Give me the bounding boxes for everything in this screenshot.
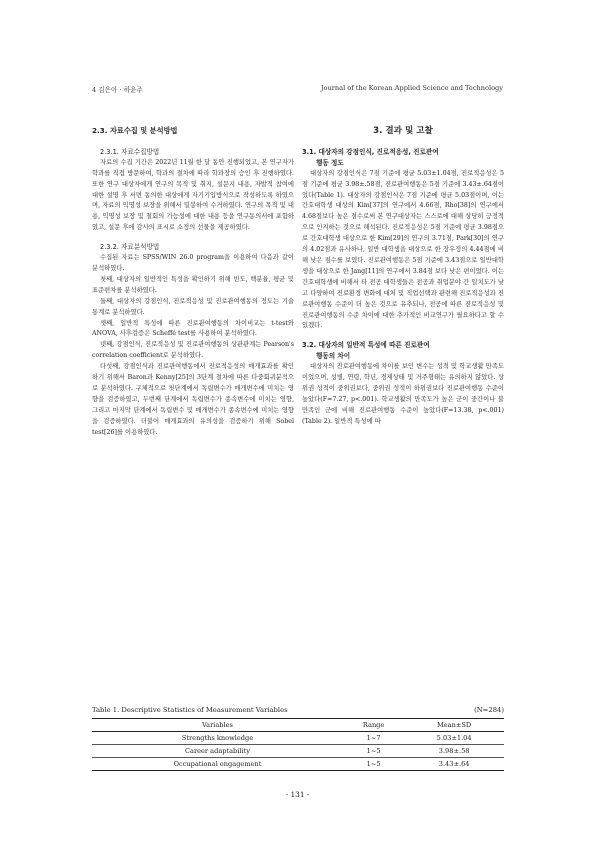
subsection-heading-3-2 xyxy=(302,340,504,362)
section-heading-3: 3. 결과 및 고찰 xyxy=(373,126,433,136)
table-header-cell: Mean±SD xyxy=(437,721,472,729)
table-row xyxy=(92,732,504,745)
paragraph: 다섯째, 강점인식과 진로관여행동에서 진로적응성의 매개효과를 확인하기 위해서 Baron과 Kenny[25]의 3단계 절차에 따른 다중회귀분석으로 분석하였다. 구체적으로 첫단계에서 독립변수가 매개변수에 미치는 영향을 검증하였고, 두번째 단계에서 독립변수가 종속변수에 미치는 영향, 그리고 마지막 단계에서 독립변수 및 매개변수가 종속변수에 미치는 영향을 검증하였다. 더불어 매개효과의 유의성을 검증하기 위해 Sobel test[26]를 이용하였다. xyxy=(92,363,294,436)
paragraph: 넷째, 강점인식, 진로적응성 및 진로관여행동의 상관관계는 Pearson's correlation coefficient로 분석하였다. xyxy=(92,341,294,360)
left-column xyxy=(92,126,294,438)
table-cell: 3.98±.58 xyxy=(438,747,470,755)
table-cell: 1~5 xyxy=(366,747,381,755)
running-header-journal: Journal of the Korean Applied Science and Technology xyxy=(320,84,503,92)
running-header-authors: 4 김은아 · 하윤주 xyxy=(92,86,143,94)
table-header-cell: Range xyxy=(362,721,385,729)
subsection-heading-2-3-2: 2.3.2. 자료분석방법 xyxy=(100,243,160,252)
paragraph: 수집된 자료는 SPSS/WIN 26.0 program을 이용하여 다음과 같이 분석하였다. xyxy=(92,254,294,272)
paragraph: 대상자의 강점인식은 7점 기준에 평균 5.03±1.04점, 진로적응성은 5점 기준에 평균 3.98±.58점, 진로관여행동은 5점 기준에 3.43±.64점이었다(Table 1). 대상자의 강점인식은 7점 기준에 평균 5.03점이며, 이는 간호대학생 대상의 Kim[37]의 연구에서 4.66점, Rho[38]의 연구에서 4.68점보다 높은 점수로써 본 연구대상자는 스스로에 대해 상당히 긍정적으로 인지하는 것으로 해석된다. 진로적응성은 5점 기준에 평균 3.98점으로 간호대학생 대상으로 한 Kim[29]의 연구의 3.71점, Park[30]의 연구의 4.02점과 유사하나, 일반 대학생을 대상으로 한 장우정의 4.44점에 비해 낮은 점수를 보였다. 진로관여행동은 5점 기준에 3.43점으로 일반대학생을 대상으로 한 Jang[11]의 연구에서 3.84점 보다 낮은 편이었다. 이는 간호대학생에 비해서 타 전공 대학생들은 전공과 취업분야 간 일치도가 낮고 다양하여 진로환경 변화에 대처 및 직업선택과 관련해 진로적응성과 진로관여행동 수준이 더 높은 것으로 유추되나, 전공에 따른 진로적응성 및 진로관여행동의 수준 차이에 대한 추가적인 비교연구가 필요하다고 할 수 있겠다. xyxy=(302,169,504,330)
table-1 xyxy=(92,706,504,771)
table-row xyxy=(92,758,504,771)
paragraph: 둘째, 대상자의 강점인식, 진로적응성 및 진로관여행동의 정도는 기술통계로 분석하였다. xyxy=(92,297,294,316)
subsection-heading-3-2-line1: 3.2. 대상자의 일반적 특성에 따른 진로관여 xyxy=(302,341,430,350)
table-caption xyxy=(92,706,504,714)
paragraph: 자료의 수집 기간은 2022년 11월 한 달 동안 진행되었고, 본 연구자가 학과를 직접 방문하여, 학과의 절차에 따라 학과장의 승인 후 진행하였다. 또한 연구 대상자에게 연구의 목적 및 취지, 설문지 내용, 자발적 참여에 대한 설명 후 서면 동의한 대상에게 자기기입방식으로 작성하도록 하였으며, 자료의 익명성 보장을 위해서 밀봉하여 수거하였다. 연구의 목적 및 내용, 익명성 보장 및 철회의 가능성에 대한 내용 등을 연구동의서에 포함하였고, 설문 후에 감사의 표시로 소정의 선물을 제공하였다. xyxy=(92,158,294,232)
table-header-cell: Variables xyxy=(202,721,233,729)
paragraph: 대상자의 진로관여행동에 차이를 보인 변수는 성적 및 학교생활 만족도이었으며, 성별, 연령, 학년, 경제상태 및 거주형태는 유의하지 않았다. 상위권 성적이 중위권보다, 중위권 성적이 하위권보다 진로관여행동 수준이 높았다(F=7.27, p<.001). 학교생활의 만족도가 높은 군이 중간이나 불만족인 군에 비해 진로관여행동 수준이 높았다(F=13.38, p<.001)(Table 2). 일반적 특성에 따 xyxy=(302,363,504,425)
subsection-heading-3-2-line2: 행동의 차이 xyxy=(316,352,351,361)
table-caption-title: Table 1. Descriptive Statistics of Measurement Variables xyxy=(92,706,288,714)
table-row xyxy=(92,745,504,758)
descriptive-statistics-table xyxy=(92,718,504,771)
right-column xyxy=(302,126,504,428)
section-heading-2-3: 2.3. 자료수집 및 분석방법 xyxy=(92,126,178,135)
page-number: - 131 - xyxy=(285,790,310,799)
table-caption-n: (N=284) xyxy=(474,706,504,714)
subsection-heading-3-1-line2: 행동 정도 xyxy=(316,158,344,167)
subsection-heading-3-1 xyxy=(302,147,504,169)
table-cell: 3.43±.64 xyxy=(438,760,470,768)
subsection-heading-2-3-1: 2.3.1. 자료수집방법 xyxy=(100,147,160,156)
subsection-heading-3-1-line1: 3.1. 대상자의 강점인식, 진로적응성, 진로관여 xyxy=(302,147,439,156)
table-cell: Strengths knowledge xyxy=(181,734,254,742)
paragraph: 셋째, 일반적 특성에 따른 진로관여행동의 차이비교는 t-test와 ANOVA, 사후검증은 Scheffé test를 사용하여 분석하였다. xyxy=(92,319,294,338)
table-cell: Occupational engagement xyxy=(173,760,262,768)
table-cell: 1~5 xyxy=(366,760,381,768)
table-header-row xyxy=(92,719,504,732)
table-cell: Career adaptability xyxy=(184,747,250,755)
table-cell: 1~7 xyxy=(366,734,381,742)
paragraph: 첫째, 대상자의 일반적인 특성을 확인하기 위해 빈도, 백분율, 평균 및 표준편차를 분석하였다. xyxy=(92,275,294,294)
table-cell: 5.03±1.04 xyxy=(436,734,472,742)
